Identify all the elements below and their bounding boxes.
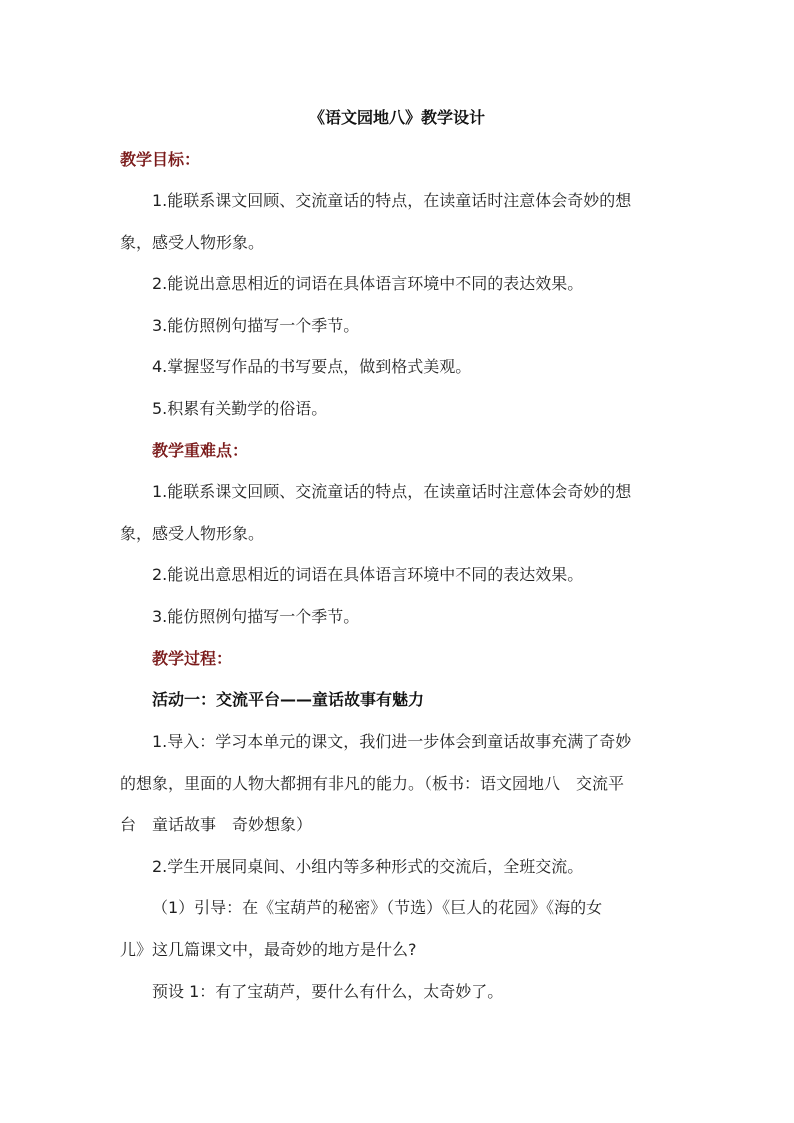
activity-line: 儿》这几篇课文中，最奇妙的地方是什么? <box>120 940 417 959</box>
key-point-line: 象，感受人物形象。 <box>120 524 265 543</box>
activity-line: 台 童话故事 奇妙想象） <box>120 815 313 834</box>
goal-line: 4.掌握竖写作品的书写要点，做到格式美观。 <box>152 357 472 376</box>
key-point-line: 2.能说出意思相近的词语在具体语言环境中不同的表达效果。 <box>152 565 584 584</box>
process-heading: 教学过程： <box>152 649 233 668</box>
goal-line: 1.能联系课文回顾、交流童话的特点，在读童话时注意体会奇妙的想 <box>152 191 632 210</box>
key-point-line: 3.能仿照例句描写一个季节。 <box>152 607 360 626</box>
activity-line: 2.学生开展同桌间、小组内等多种形式的交流后，全班交流。 <box>152 857 584 876</box>
activity1-heading: 活动一：交流平台——童话故事有魅力 <box>152 690 425 709</box>
activity-line: 预设 1：有了宝葫芦，要什么有什么，太奇妙了。 <box>152 982 504 1001</box>
activity-line: 1.导入：学习本单元的课文，我们进一步体会到童话故事充满了奇妙 <box>152 732 632 751</box>
goal-line: 象，感受人物形象。 <box>120 233 265 252</box>
key-point-line: 1.能联系课文回顾、交流童话的特点，在读童话时注意体会奇妙的想 <box>152 482 632 501</box>
goal-line: 3.能仿照例句描写一个季节。 <box>152 316 360 335</box>
goal-line: 5.积累有关勤学的俗语。 <box>152 399 328 418</box>
goals-heading: 教学目标： <box>120 150 201 169</box>
document-title: 《语文园地八》教学设计 <box>308 108 485 127</box>
goal-line: 2.能说出意思相近的词语在具体语言环境中不同的表达效果。 <box>152 274 584 293</box>
activity-line: 的想象，里面的人物大都拥有非凡的能力。（板书：语文园地八 交流平 <box>120 774 625 793</box>
key-points-heading: 教学重难点： <box>152 441 249 460</box>
activity-line: （1）引导：在《宝葫芦的秘密》（节选）《巨人的花园》《海的女 <box>152 898 603 917</box>
